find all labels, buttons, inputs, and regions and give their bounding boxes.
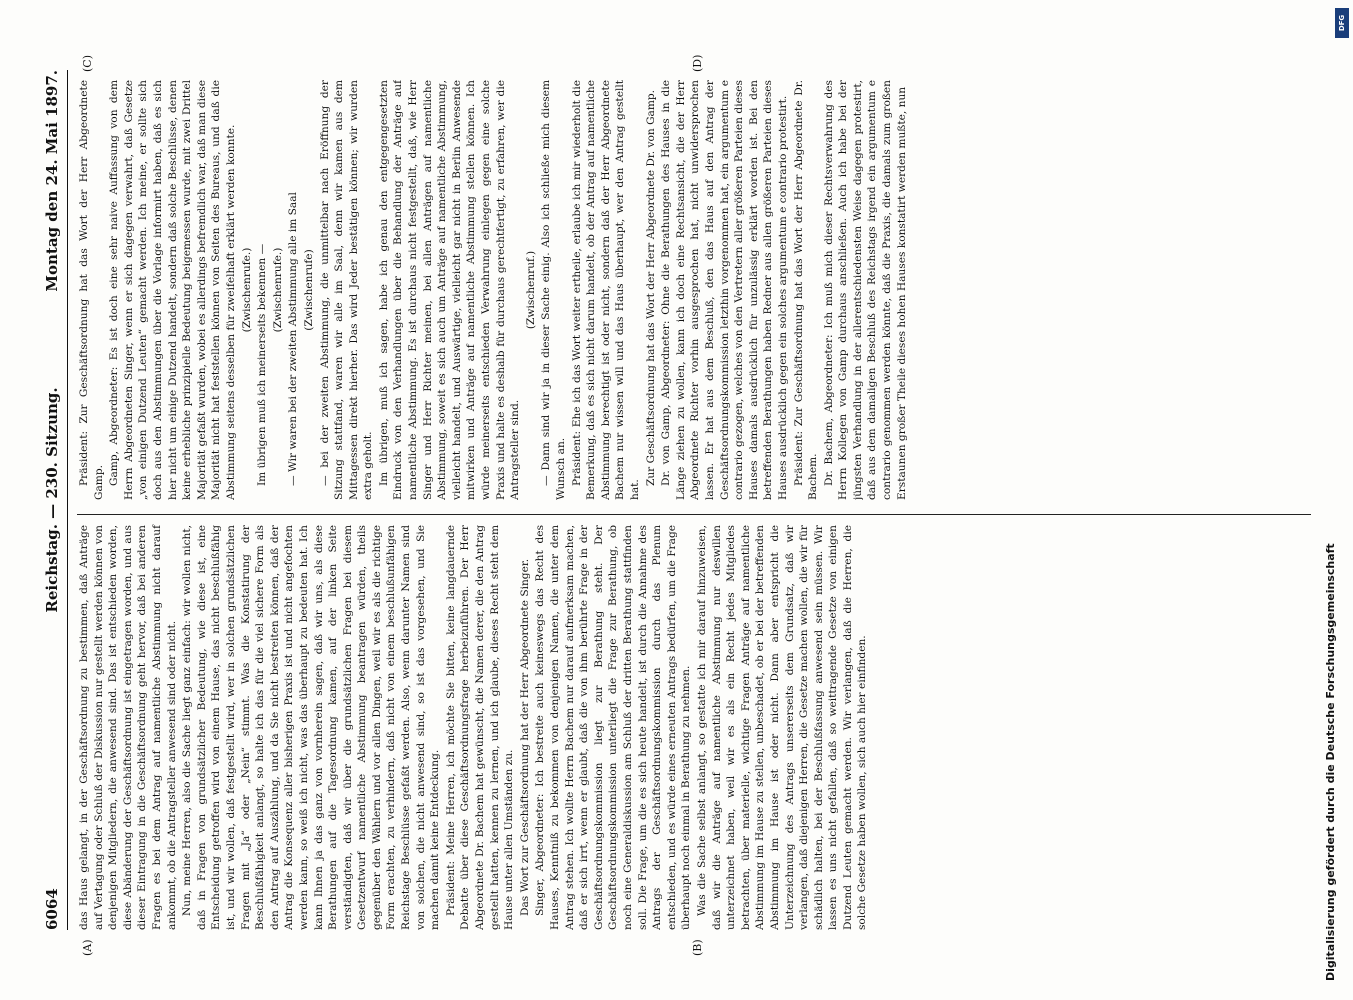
paragraph: Präsident: Zur Geschäftsordnung hat das Wort der Herr Abgeordnete Gamp.	[78, 80, 105, 500]
paragraph: Im übrigen, muß ich sagen, habe ich genau den entgegengesetzten Eindruck von den Verhandlungen über die Behandlung der Anträge auf namentliche Abstimmung. Es ist durchaus nicht festgestellt, daß, wie Herr Singer und Herr Richter meinen, bei allen Anträgen auf namentliche Abstimmung, soweit es sich auch um Anträge auf namentliche Abstimmung, vielleicht handelt, und Auswärtige, vielleicht gar nicht in Berlin Anwesende mitwirken und Anträge auf namentliche Abstimmung stellen können. Ich würde meinerseits entschieden Verwahrung einlegen gegen eine solche Praxis und halte es deshalb für durchaus gerechtfertigt, zu erfahren, wer die Antragsteller sind.	[377, 80, 522, 500]
page-header	[39, 70, 68, 930]
page-number: 6064	[43, 888, 61, 930]
rotated-sheet	[31, 40, 1321, 960]
paragraph: Singer, Abgeordneter: Ich bestreite auch keineswegs das Recht des Hauses, Kenntniß zu bekommen von denjenigen Namen, die unter dem Antrag stehen. Ich wollte Herrn Bachem nur darauf aufmerksam machen, daß er sich irrt, wenn er glaubt, daß die von ihm berührte Frage in der Geschäftsordnungskommission liegt zur Berathung steht. Der Geschäftsordnungskommission unterliegt die Frage zur Berathung, ob noch eine Generaldiskussion am Schluß der dritten Berathung stattfinden soll. Die Frage, um die es sich heute handelt, ist durch die Annahme des Antrags der Geschäftsordnungskommission durch das Plenum entschieden, und es würde eines erneuten Antrags bedürfen, um die Frage überhaupt noch einmal in Berathung zu nehmen.	[534, 525, 693, 930]
credit-text: Digitalisierung gefördert durch die Deutsche Forschungsgemeinschaft	[1324, 543, 1337, 981]
page-date: Montag den 24. Mai 1897.	[43, 70, 61, 292]
margin-mark-a: (A)	[81, 939, 94, 956]
paragraph: Nun, meine Herren, also die Sache liegt ganz einfach: wir wollen nicht, daß in Fragen von grundsätzlicher Bedeutung, wie diese ist, eine Entscheidung getroffen wird von einem Hause, das nicht beschlußfähig ist, und wir wollen, daß festgestellt wird, wer in solchen grundsätzlichen Fragen mit „Ja“ oder „Nein“ stimmt. Was die Konstatirung der Beschlußfähigkeit anlangt, so halte ich das für die viel sichere Form als den Antrag auf Auszählung, und da Sie nicht bestreiten können, daß der Antrag die Konsequenz aller bisherigen Praxis ist und nicht angefochten werden kann, so weiß ich nicht, was das überhaupt zu bedeuten hat. Ich kann Ihnen ja das ganz von vornherein sagen, daß wir uns, als diese Berathungen auf die Tagesordnung kamen, auf der linken Seite verständigten, daß wir über die grundsätzlichen Fragen bei diesem Gesetzentwurf namentliche Abstimmung beantragen würden, theils gegenüber den Wählern und vor allen Dingen, weil wir es als die richtige Form erachten, zu verhindern, daß nicht von einem beschlußunfähigen Reichstage Beschlüsse gefaßt werden. Also, wenn darunter Namen sind von solchen, die nicht anwesend sind, so ist das vorgesehen, und Sie machen damit keine Entdeckung.	[181, 525, 442, 930]
right-column	[77, 80, 1311, 500]
margin-mark-b: (B)	[691, 939, 704, 956]
paragraph: Dr. Bachem, Abgeordneter: Ich muß mich dieser Rechtsverwahrung des Herrn Kollegen von Gamp durchaus anschließen. Auch ich habe bei der jüngsten Verhandlung in der allerentschiedensten Weise dagegen protestirt, daß aus dem damaligen Beschluß des Reichstags irgend ein argumentum e contrario genommen werden könnte, daß die Praxis, die damals zum großen Erstaunen großer Theile dieses hohen Hauses konstatirt werden mußte, nun	[822, 80, 908, 500]
dfg-logo	[1335, 8, 1349, 38]
interjection: (Zwischenrufe.)	[240, 247, 253, 333]
paragraph: Das Wort zur Geschäftsordnung hat der Herr Abgeordnete Singer.	[518, 558, 531, 916]
paragraph: Präsident: Zur Geschäftsordnung hat das Wort der Herr Abgeordnete Dr. Bachem.	[792, 80, 820, 500]
paragraph: Präsident: Ehe ich das Wort weiter ertheile, erlaube ich mir wiederholt die Bemerkung, daß es sich nicht darum handelt, ob der Antrag auf namentliche Abstimmung berechtigt ist oder nicht, sondern daß der Herr Abgeordnete Bachem nur wissen will und das Haus überhaupt, wer den Antrag gestellt hat.	[570, 80, 641, 500]
paragraph: Präsident: Meine Herren, ich möchte Sie bitten, keine langdauernde Debatte über diese Geschäftsordnungsfrage herbeizuführen. Der Herr Abgeordnete Dr. Bachem hat gewünscht, die Namen derer, die den Antrag gestellt hatten, kennen zu lernen, und ich glaube, dieses Recht steht dem Hause unter allen Umständen zu.	[444, 525, 516, 930]
paragraph: Zur Geschäftsordnung hat das Wort der Herr Abgeordnete Dr. von Gamp.	[644, 89, 657, 486]
interjection: (Zwischenrufe)	[302, 249, 315, 331]
paragraph: Was die Sache selbst anlangt, so gestatte ich mir darauf hinzuweisen, daß wir die Anträge auf namentliche Abstimmung nur deswillen unterzeichnet haben, weil wir es als ein Recht jedes Mitgliedes betrachten, über materielle, wichtige Fragen Anträge auf namentliche Abstimmung im Hause zu stellen, unbeschadet, ob er bei der betreffenden Abstimmung im Hause ist oder nicht. Dann aber entspricht die Unterzeichnung des Antrags unsererseits dem Grundsatz, daß wir verlangen, daß diejenigen Herren, die Gesetze machen wollen, die wir für schädlich halten, bei der Beschlußfassung anwesend sein müssen. Wir lassen es uns nicht gefallen, daß so weittragende Gesetze von einigen Dutzend Leuten gemacht werden. Wir verlangen, daß die Herren, die solche Gesetze haben wollen, sich auch hier einfinden.	[695, 525, 869, 930]
paragraph: — bei der zweiten Abstimmung, die unmittelbar nach Eröffnung der Sitzung stattfand, waren wir alle im Saal, denn wir kamen aus dem Mittagessen direkt hierher. Das wird Jeder bestätigen können; wir wurden extra geholt.	[318, 80, 375, 500]
logo-text: DFG	[1338, 14, 1346, 32]
digitization-credit	[1318, 16, 1348, 986]
paragraph: Gamp, Abgeordneter: Es ist doch eine sehr naive Auffassung von dem Herrn Abgeordneten Singer, wenn er sich dagegen verwahrt, daß Gesetze „von einigen Dutzend Leuten“ gemacht werden. Ich meine, er sollte sich doch aus den Abstimmungen über die Vorlage informirt haben, daß es sich hier nicht um einige Dutzend handelt, sondern daß solche Beschlüsse, denen keine erhebliche prinzipielle Bedeutung beigemessen wurde, mit zwei Drittel Majorität gefaßt wurden, wobei es allerdings befremdlich war, daß man diese Majorität nicht hat feststellen können von Seiten des Bureaus, und daß die Abstimmung seitens desselben für zweifelhaft erklärt werden konnte.	[108, 80, 237, 500]
page-title: Reichstag. — 230. Sitzung.	[43, 387, 61, 613]
left-column	[77, 514, 1311, 930]
interjection: (Zwischenrufe.)	[271, 247, 284, 333]
margin-mark-c: (C)	[81, 55, 94, 72]
paragraph: das Haus gelangt, in der Geschäftsordnung zu bestimmen, daß Anträge auf Vertagung oder Schluß der Diskussion nur gestellt werden können von denjenigen Mitgliedern, die anwesend sind. Das ist entschieden worden, diese Abänderung der Geschäftsordnung ist eingetragen worden, und aus dieser Eintragung in die Geschäftsordnung geht hervor, daß bei anderen Fragen es bei dem Antrag auf namentliche Abstimmung nicht darauf ankommt, ob die Antragsteller anwesend sind oder nicht.	[78, 525, 178, 930]
margin-mark-d: (D)	[691, 54, 704, 72]
paragraph: Dr. von Gamp, Abgeordneter: Ohne die Berathungen des Hauses in die Länge ziehen zu wollen, kann ich doch eine Rechtsansicht, die der Herr Abgeordnete Richter vorhin ausgesprochen hat, nicht unwidersprochen lassen. Er hat aus dem Beschluß, den das Haus auf den Antrag der Geschäftsordnungskommission letzthin vorgenommen hat, ein argumentum e contrario gezogen, welches von den Vertretern aller größeren Parteien dieses Hauses damals ausdrücklich für unzulässig erklärt worden ist. Bei den betreffenden Berathungen haben Redner aus allen größeren Parteien dieses Hauses ausdrücklich gegen ein solches argumentum e contrario protestirt.	[660, 80, 789, 500]
paragraph: — Dann sind wir ja in dieser Sache einig. Also ich schließe mich diesem Wunsch an.	[540, 80, 567, 500]
paragraph: — Wir waren bei der zweiten Abstimmung alle im Saal	[287, 192, 300, 486]
interjection: (Zwischenruf.)	[524, 250, 537, 330]
paragraph: Im übrigen muß ich meinerseits bekennen —	[256, 243, 269, 486]
